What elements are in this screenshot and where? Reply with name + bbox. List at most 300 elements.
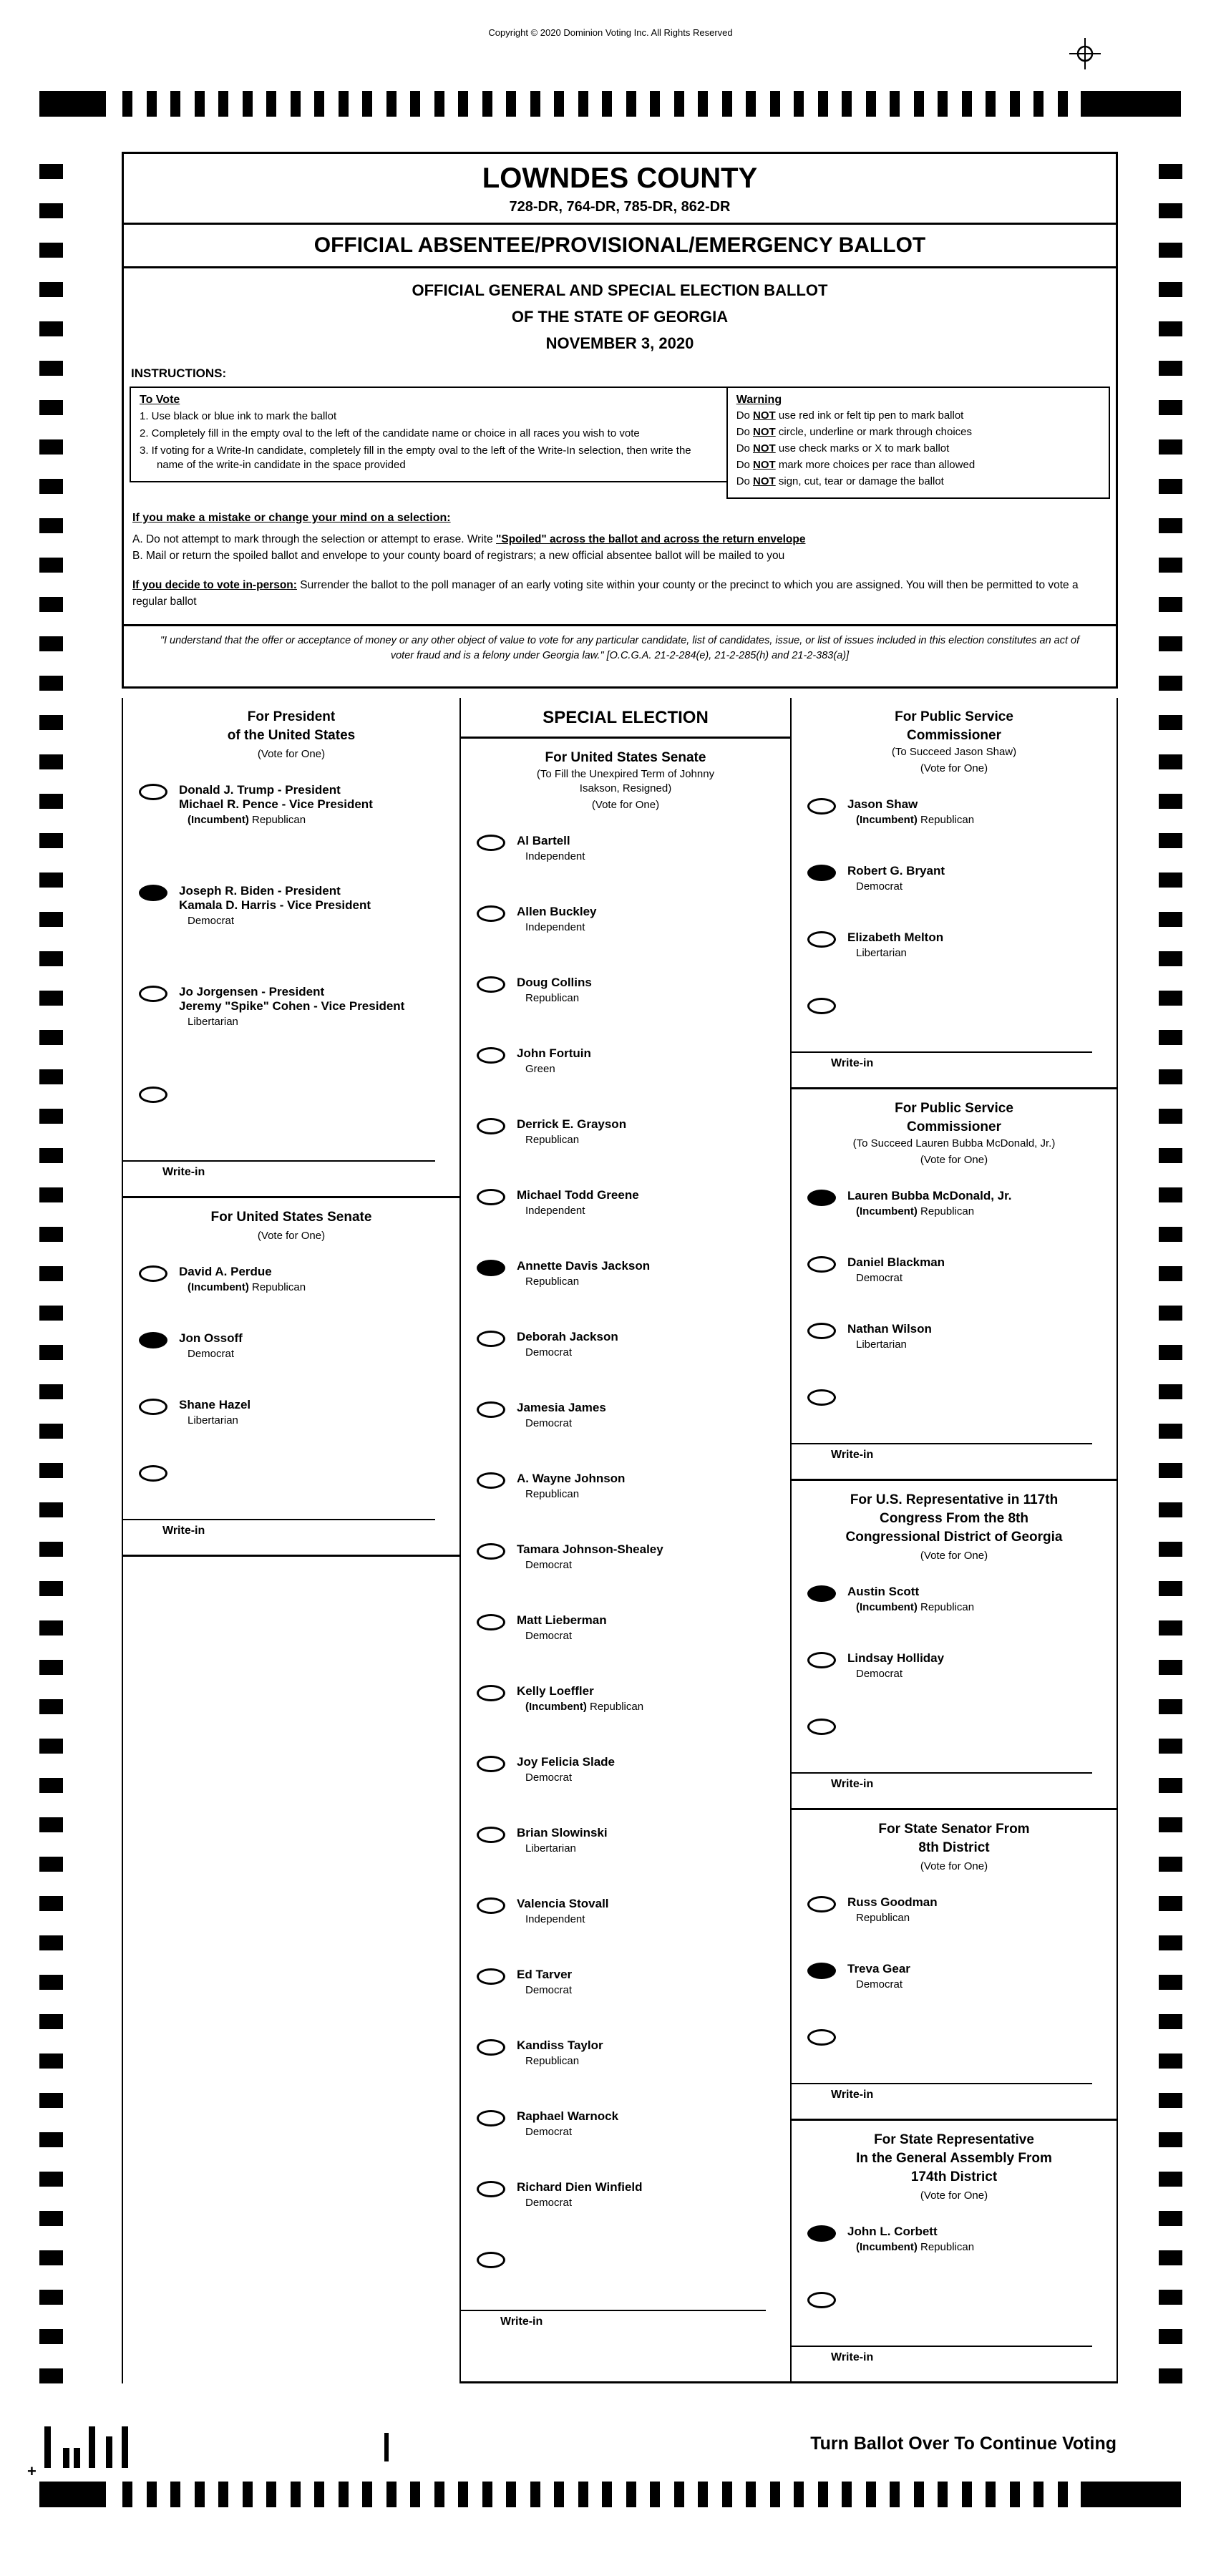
candidate-text — [517, 905, 597, 934]
candidate-oval[interactable] — [477, 976, 505, 993]
timing-mark — [1159, 361, 1182, 376]
candidate-row — [807, 1895, 1109, 1925]
race-title: 174th District — [910, 2169, 998, 2184]
candidate-text — [847, 1322, 932, 1351]
write-in-row — [477, 2251, 783, 2268]
instruction-boxes — [124, 385, 1116, 499]
timing-mark — [866, 2482, 876, 2507]
timing-mark — [506, 91, 516, 117]
timing-mark — [266, 2482, 276, 2507]
timing-mark — [39, 2368, 63, 2383]
candidate-text — [179, 884, 371, 928]
candidate-party: Republican — [525, 1488, 580, 1500]
candidate-oval[interactable] — [807, 1896, 836, 1912]
timing-mark — [39, 1975, 63, 1990]
race-vote-for: (Vote for One) — [257, 748, 326, 760]
timing-mark — [39, 1935, 63, 1950]
timing-mark — [39, 2250, 63, 2265]
candidate-text — [847, 1585, 974, 1614]
candidate-row — [477, 834, 783, 863]
candidate-text — [517, 1968, 572, 1997]
timing-mark — [482, 2482, 492, 2507]
candidate-name: Michael Todd Greene — [517, 1188, 639, 1202]
timing-mark — [650, 91, 660, 117]
write-in-oval[interactable] — [139, 1087, 167, 1103]
timing-mark — [39, 991, 63, 1006]
race-header — [792, 1481, 1117, 1563]
candidate-name: Kandiss Taylor — [517, 2038, 603, 2052]
race-title: Commissioner — [907, 1119, 1001, 1134]
candidate-party: Libertarian — [856, 947, 907, 959]
candidate-row — [477, 905, 783, 934]
write-in-row — [139, 1086, 452, 1103]
candidate-name: Jason Shaw — [847, 797, 918, 811]
timing-mark — [39, 1620, 63, 1635]
timing-mark — [434, 91, 444, 117]
candidate-text — [517, 1401, 606, 1430]
timing-mark — [39, 164, 63, 179]
candidate-row — [477, 2109, 783, 2139]
timing-mark — [147, 2482, 157, 2507]
timing-mark — [39, 400, 63, 415]
candidate-oval[interactable] — [139, 784, 167, 800]
timing-mark — [1159, 1187, 1182, 1202]
candidate-oval[interactable] — [477, 1968, 505, 1985]
timing-mark — [1159, 1384, 1182, 1399]
candidate-party: Democrat — [188, 915, 235, 927]
candidate-oval[interactable] — [477, 2110, 505, 2127]
candidate-row — [477, 1755, 783, 1784]
candidate-text — [179, 1331, 243, 1361]
timing-mark — [1159, 1306, 1182, 1321]
ballot-column-1 — [123, 698, 461, 2383]
timing-mark — [39, 1778, 63, 1793]
candidate-party: (Incumbent) Republican — [188, 1281, 306, 1293]
write-in-label: Write-in — [831, 1778, 874, 1790]
timing-mark — [938, 2482, 948, 2507]
write-in-row — [807, 1718, 1109, 1735]
timing-mark — [1159, 164, 1182, 179]
timing-mark — [106, 2436, 112, 2468]
candidate-oval[interactable] — [139, 1265, 167, 1282]
write-in-oval[interactable] — [807, 2029, 836, 2046]
timing-mark — [1159, 636, 1182, 651]
ballot-title: OFFICIAL ABSENTEE/PROVISIONAL/EMERGENCY BALLOT — [313, 233, 926, 257]
timing-mark — [122, 91, 132, 117]
timing-mark — [1159, 2053, 1182, 2069]
candidate-row — [807, 864, 1109, 893]
write-in-oval[interactable] — [807, 1719, 836, 1735]
race-title: Congress From the 8th — [880, 1511, 1028, 1526]
timing-mark — [195, 2482, 205, 2507]
race-title: For State Representative — [874, 2132, 1034, 2147]
candidate-oval[interactable] — [477, 1472, 505, 1489]
ballot-column-3 — [792, 698, 1117, 2383]
candidate-oval[interactable] — [477, 2181, 505, 2197]
in-person-note — [124, 564, 1116, 610]
candidate-oval-filled[interactable] — [139, 885, 167, 901]
timing-mark — [339, 2482, 349, 2507]
race-title: For United States Senate — [210, 1210, 372, 1225]
race-vote-for: (Vote for One) — [920, 1550, 988, 1562]
candidate-text — [517, 1826, 608, 1855]
timing-mark — [39, 873, 63, 888]
timing-mark — [1159, 873, 1182, 888]
candidate-party: (Incumbent) Republican — [856, 2241, 975, 2253]
race — [792, 1481, 1117, 1810]
timing-mark — [39, 2482, 106, 2507]
candidate-oval[interactable] — [477, 1614, 505, 1630]
candidate-name: Jeremy "Spike" Cohen - Vice President — [179, 999, 405, 1013]
ballot-column-2 — [461, 698, 792, 2383]
candidate-party: Democrat — [188, 1348, 235, 1360]
timing-mark — [89, 2426, 95, 2468]
write-in-oval[interactable] — [807, 2292, 836, 2308]
timing-mark — [674, 91, 684, 117]
candidate-name: Michael R. Pence - Vice President — [179, 797, 373, 811]
timing-mark — [1159, 1896, 1182, 1911]
timing-mark — [410, 2482, 420, 2507]
candidate-name: Austin Scott — [847, 1585, 920, 1598]
timing-mark — [39, 1227, 63, 1242]
timing-mark — [770, 2482, 780, 2507]
write-in-oval[interactable] — [807, 1389, 836, 1406]
timing-mark — [986, 91, 996, 117]
candidate-party: Republican — [525, 992, 580, 1004]
candidate-row — [807, 1585, 1109, 1614]
candidate-row — [477, 1684, 783, 1714]
in-person-text: Surrender the ballot to the poll manager of an early voting site within your county or the precinct to which you are assigned. You will then be permitted to vote a regular ballot — [132, 579, 1079, 608]
timing-mark — [1159, 1975, 1182, 1990]
timing-mark — [1159, 833, 1182, 848]
candidate-oval-filled[interactable] — [807, 1585, 836, 1602]
timing-mark — [39, 2172, 63, 2187]
candidate-name: Brian Slowinski — [517, 1826, 608, 1839]
timing-mark — [291, 2482, 301, 2507]
timing-mark — [39, 439, 63, 455]
candidate-oval[interactable] — [477, 1047, 505, 1064]
timing-mark — [291, 91, 301, 117]
candidate-text — [517, 2180, 643, 2210]
election-title — [124, 268, 1116, 362]
candidate-party: Republican — [525, 2055, 580, 2067]
candidate-name: Kelly Loeffler — [517, 1684, 594, 1698]
timing-mark — [1159, 1778, 1182, 1793]
timing-mark — [1159, 794, 1182, 809]
candidate-party: Democrat — [525, 1771, 573, 1784]
timing-mark — [1159, 1817, 1182, 1832]
candidate-oval-filled[interactable] — [477, 1260, 505, 1276]
timing-mark — [39, 2093, 63, 2108]
candidate-party: Libertarian — [856, 1338, 907, 1351]
election-date: NOVEMBER 3, 2020 — [545, 334, 694, 352]
candidate-oval[interactable] — [477, 1827, 505, 1843]
timing-mark — [1159, 1227, 1182, 1242]
candidate-name: Matt Lieberman — [517, 1613, 607, 1627]
race-title: 8th District — [918, 1840, 990, 1855]
timing-mark — [218, 2482, 228, 2507]
oath-text: "I understand that the offer or acceptance of money or any other object of value to vote for any particular candidate, list of candidates, issue, or list of issues included in this election constitutes an act of voter fraud and is a felony under Georgia law." [O.C.G.A. 21-2-284(e), 21-2-285(h) and 21-2-383(a)] — [124, 624, 1116, 674]
timing-mark — [39, 676, 63, 691]
timing-mark — [1159, 321, 1182, 336]
candidate-row — [139, 1398, 452, 1427]
candidate-oval[interactable] — [807, 798, 836, 815]
write-in-label: Write-in — [831, 1449, 874, 1461]
timing-mark — [818, 91, 828, 117]
candidate-row — [477, 1542, 783, 1572]
candidate-oval[interactable] — [477, 1685, 505, 1701]
candidate-party: (Incumbent) Republican — [525, 1701, 644, 1713]
candidate-oval[interactable] — [477, 1401, 505, 1418]
write-in-label: Write-in — [162, 1525, 205, 1537]
timing-mark — [39, 361, 63, 376]
timing-mark — [1159, 479, 1182, 494]
timing-mark — [384, 2433, 389, 2461]
candidate-name: Valencia Stovall — [517, 1897, 609, 1910]
candidate-oval-filled[interactable] — [807, 1190, 836, 1206]
candidate-name: Donald J. Trump - President — [179, 783, 341, 797]
candidate-party: Republican — [525, 1275, 580, 1288]
candidate-row — [477, 1046, 783, 1076]
timing-mark — [722, 2482, 732, 2507]
candidate-text — [517, 2109, 618, 2139]
to-vote-item: 3. If voting for a Write-In candidate, completely fill in the empty oval to the left of the Write-In selection, then write the name of the write-in candidate in the space provided — [140, 444, 691, 471]
timing-mark — [39, 1699, 63, 1714]
candidate-name: Shane Hazel — [179, 1398, 251, 1411]
timing-mark — [39, 1148, 63, 1163]
candidate-party: Democrat — [525, 2126, 573, 2138]
timing-mark — [39, 2290, 63, 2305]
candidate-oval[interactable] — [807, 1652, 836, 1668]
candidate-oval[interactable] — [139, 986, 167, 1002]
timing-mark — [170, 91, 180, 117]
candidate-name: Annette Davis Jackson — [517, 1259, 651, 1273]
timing-mark — [458, 91, 468, 117]
timing-mark — [482, 91, 492, 117]
timing-mark — [938, 91, 948, 117]
race-subtitle: (To Fill the Unexpired Term of Johnny — [536, 768, 715, 780]
candidate-row — [807, 1962, 1109, 1991]
candidate-oval[interactable] — [477, 1331, 505, 1347]
candidate-text — [517, 1117, 626, 1147]
candidate-text — [847, 1651, 944, 1681]
candidate-name: Kamala D. Harris - Vice President — [179, 898, 371, 912]
timing-mark — [39, 1266, 63, 1281]
candidate-text — [179, 1265, 306, 1294]
candidate-oval[interactable] — [477, 1118, 505, 1134]
candidate-party: Democrat — [525, 1630, 573, 1642]
candidate-name: Derrick E. Grayson — [517, 1117, 627, 1131]
timing-mark — [1159, 1620, 1182, 1635]
race — [792, 2121, 1117, 2381]
timing-mark — [1159, 2014, 1182, 2029]
candidate-name: John L. Corbett — [847, 2225, 938, 2238]
warning-item: Do NOT use red ink or felt tip pen to mark ballot — [736, 409, 964, 422]
timing-mark — [842, 2482, 852, 2507]
timing-mark — [410, 91, 420, 117]
candidate-oval-filled[interactable] — [807, 2225, 836, 2242]
candidate-party: Democrat — [856, 880, 903, 893]
timing-mark — [39, 2053, 63, 2069]
candidate-name: Russ Goodman — [847, 1895, 938, 1909]
timing-mark — [1081, 91, 1181, 117]
candidate-party: (Incumbent) Republican — [188, 814, 306, 826]
candidate-oval-filled[interactable] — [807, 1963, 836, 1979]
candidate-oval[interactable] — [477, 2039, 505, 2056]
timing-mark — [218, 91, 228, 117]
candidate-party: Democrat — [525, 1559, 573, 1571]
candidate-name: Doug Collins — [517, 976, 592, 989]
candidate-oval[interactable] — [807, 1256, 836, 1273]
candidate-party: Independent — [525, 1205, 585, 1217]
candidate-oval[interactable] — [477, 835, 505, 851]
race-title: For President — [247, 709, 336, 724]
timing-mark — [1058, 2482, 1068, 2507]
candidate-text — [847, 864, 945, 893]
timing-mark — [39, 636, 63, 651]
timing-mark — [362, 91, 372, 117]
candidate-party: (Incumbent) Republican — [856, 1205, 975, 1217]
candidate-name: Deborah Jackson — [517, 1330, 618, 1343]
timing-mark — [866, 91, 876, 117]
timing-mark — [1159, 754, 1182, 769]
candidate-party: Republican — [525, 1134, 580, 1146]
timing-mark — [39, 951, 63, 966]
candidate-text — [847, 1189, 1012, 1218]
write-in-oval[interactable] — [139, 1465, 167, 1482]
candidate-row — [477, 1613, 783, 1643]
candidate-name: Elizabeth Melton — [847, 930, 944, 944]
timing-mark — [1159, 243, 1182, 258]
candidate-text — [847, 2225, 974, 2254]
timing-mark — [39, 1581, 63, 1596]
county-name: LOWNDES COUNTY — [482, 162, 758, 194]
timing-mark — [1159, 1699, 1182, 1714]
timing-mark — [1159, 2329, 1182, 2344]
candidate-row — [807, 930, 1109, 960]
race-title: Congressional District of Georgia — [845, 1530, 1063, 1545]
timing-mark — [1159, 1424, 1182, 1439]
race-vote-for: (Vote for One) — [920, 1860, 988, 1872]
timing-mark — [39, 243, 63, 258]
timing-mark — [746, 91, 756, 117]
timing-mark — [39, 1069, 63, 1084]
timing-mark — [39, 1463, 63, 1478]
candidate-row — [477, 1401, 783, 1430]
timing-mark — [530, 91, 540, 117]
write-in-oval[interactable] — [477, 2252, 505, 2268]
timing-mark — [39, 2132, 63, 2147]
candidate-text — [517, 834, 585, 863]
timing-mark — [1159, 282, 1182, 297]
timing-mark — [39, 1345, 63, 1360]
timing-mark — [1159, 912, 1182, 927]
timing-mark — [722, 91, 732, 117]
timing-mark — [626, 2482, 636, 2507]
timing-mark — [746, 2482, 756, 2507]
to-vote-list — [140, 409, 718, 472]
candidate-oval[interactable] — [139, 1399, 167, 1415]
timing-mark — [1159, 951, 1182, 966]
timing-mark — [1010, 2482, 1020, 2507]
race-vote-for: (Vote for One) — [920, 2189, 988, 2202]
timing-mark — [578, 2482, 588, 2507]
timing-mark — [39, 1857, 63, 1872]
candidate-name: Tamara Johnson-Shealey — [517, 1542, 663, 1556]
race-subtitle: (To Succeed Lauren Bubba McDonald, Jr.) — [852, 1137, 1056, 1150]
timing-mark — [266, 91, 276, 117]
timing-mark — [602, 91, 612, 117]
timing-mark — [314, 91, 324, 117]
candidate-name: Jo Jorgensen - President — [179, 985, 325, 998]
timing-mark — [39, 1502, 63, 1517]
to-vote-title: To Vote — [140, 394, 180, 406]
candidate-oval[interactable] — [807, 1323, 836, 1339]
timing-mark — [243, 91, 253, 117]
candidate-text — [517, 1542, 663, 1572]
candidate-oval[interactable] — [477, 1756, 505, 1772]
mistake-item-a — [132, 531, 1107, 548]
timing-mark — [650, 2482, 660, 2507]
timing-mark — [1159, 676, 1182, 691]
timing-mark — [1159, 1660, 1182, 1675]
timing-mark — [698, 2482, 708, 2507]
timing-mark — [39, 794, 63, 809]
candidate-text — [517, 1897, 609, 1926]
candidate-text — [517, 1472, 625, 1501]
write-in-row — [807, 1389, 1109, 1406]
timing-mark — [1058, 91, 1068, 117]
candidate-oval[interactable] — [477, 905, 505, 922]
candidate-oval[interactable] — [807, 931, 836, 948]
warning-item: Do NOT circle, underline or mark through choices — [736, 426, 972, 438]
candidate-row — [477, 2038, 783, 2068]
candidate-text — [179, 783, 373, 827]
timing-mark — [1159, 1463, 1182, 1478]
candidate-oval-filled[interactable] — [139, 1332, 167, 1348]
candidate-party: Democrat — [525, 1984, 573, 1996]
race — [792, 698, 1117, 1089]
race-title: In the General Assembly From — [856, 2151, 1052, 2166]
candidate-name: Al Bartell — [517, 834, 570, 847]
timing-mark — [39, 1542, 63, 1557]
timing-mark — [39, 833, 63, 848]
write-in-oval[interactable] — [807, 998, 836, 1014]
timing-mark — [890, 91, 900, 117]
candidate-row — [807, 1255, 1109, 1285]
candidate-oval-filled[interactable] — [807, 865, 836, 881]
candidate-oval[interactable] — [477, 1189, 505, 1205]
timing-mark — [39, 1384, 63, 1399]
race-header — [792, 1810, 1117, 1874]
race-title: Commissioner — [907, 728, 1001, 743]
candidate-oval[interactable] — [477, 1543, 505, 1560]
timing-mark — [1159, 2290, 1182, 2305]
candidate-text — [517, 1755, 615, 1784]
ballot-area — [122, 698, 1118, 2383]
plus-mark: + — [27, 2462, 37, 2480]
candidate-row — [477, 1330, 783, 1359]
timing-mark — [386, 91, 397, 117]
race-title: For Public Service — [895, 1101, 1013, 1116]
candidate-party: Green — [525, 1063, 555, 1075]
candidate-party: Democrat — [856, 1978, 903, 1991]
write-in-label: Write-in — [831, 2351, 874, 2363]
candidate-row — [477, 1259, 783, 1288]
write-in-label: Write-in — [831, 1057, 874, 1069]
candidate-party: Libertarian — [188, 1016, 238, 1028]
candidate-oval[interactable] — [477, 1897, 505, 1914]
